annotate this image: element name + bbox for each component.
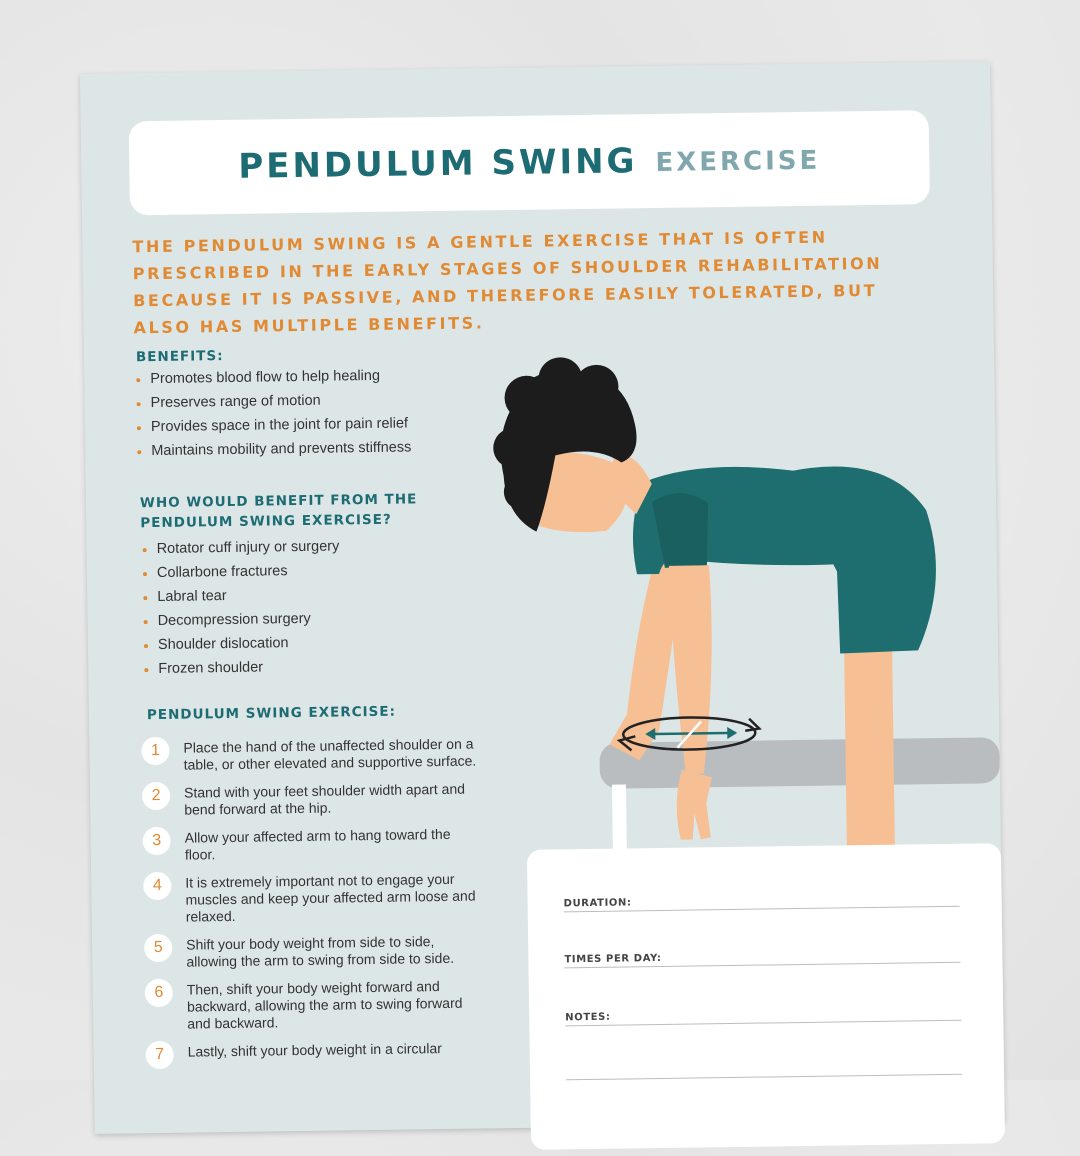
step-text: Then, shift your body weight forward and backward, allowing the arm to swing forward and backward. <box>186 978 463 1032</box>
list-item: Shoulder dislocation <box>142 630 341 657</box>
list-item: Labral tear <box>141 582 340 609</box>
benefits-list <box>134 363 411 463</box>
duration-label: DURATION: <box>563 897 632 910</box>
notes-field[interactable] <box>565 1002 961 1027</box>
step-number: 7 <box>146 1041 174 1069</box>
exercise-heading: PENDULUM SWING EXERCISE: <box>146 703 397 724</box>
leg <box>844 631 896 857</box>
step-text: Place the hand of the unaffected shoulder on a table, or other elevated and supportive surface. <box>183 735 477 773</box>
step-text: Stand with your feet shoulder width apart and bend forward at the hip. <box>183 780 466 818</box>
list-item: Collarbone fractures <box>141 558 340 585</box>
benefits-heading: BENEFITS: <box>135 348 224 366</box>
step-number: 5 <box>144 934 172 962</box>
title-banner <box>129 110 930 215</box>
handout-sheet <box>80 61 1005 1134</box>
list-item: Decompression surgery <box>141 606 340 633</box>
step-number: 3 <box>143 827 171 855</box>
page-title: PENDULUM SWING <box>238 141 638 187</box>
step-item <box>143 867 484 926</box>
who-heading-line2: PENDULUM SWING EXERCISE? <box>140 511 392 532</box>
notes-form <box>527 843 1005 1150</box>
table-top <box>599 737 1000 789</box>
list-item: Frozen shoulder <box>142 654 341 681</box>
list-item: Promotes blood flow to help healing <box>134 363 410 391</box>
list-item: Preserves range of motion <box>134 387 410 415</box>
step-text: Lastly, shift your body weight in a circular <box>187 1040 442 1060</box>
notes-label: NOTES: <box>565 1011 611 1024</box>
step-item <box>142 777 482 819</box>
step-item <box>145 974 486 1033</box>
list-item: Provides space in the joint for pain relief <box>135 411 411 439</box>
step-text: Shift your body weight from side to side, allowing the arm to swing from side to side. <box>186 933 455 970</box>
table-leg <box>612 784 628 856</box>
list-item: Rotator cuff injury or surgery <box>140 534 339 561</box>
step-item <box>144 929 484 971</box>
notes-line[interactable] <box>566 1056 962 1081</box>
step-number: 1 <box>141 737 169 765</box>
duration-field[interactable] <box>563 888 959 913</box>
intro-text: THE PENDULUM SWING IS A GENTLE EXERCISE THAT IS OFTEN PRESCRIBED IN THE EARLY STAGES OF SHOULDER REHABILITATION BECAUSE IT IS PASSIVE, AND THEREFORE EASILY TOLERATED, BUT ALSO HAS MULTIPLE BENEFITS. <box>132 227 883 338</box>
hanging-hand <box>676 769 713 839</box>
who-heading-line1: WHO WOULD BENEFIT FROM THE <box>139 491 418 512</box>
step-number: 6 <box>145 979 173 1007</box>
list-item: Maintains mobility and prevents stiffness <box>135 435 411 463</box>
exercise-steps <box>141 732 486 1077</box>
step-item <box>143 822 483 864</box>
times-per-day-label: TIMES PER DAY: <box>564 952 662 966</box>
step-item <box>146 1036 486 1069</box>
step-item <box>141 732 481 774</box>
times-per-day-field[interactable] <box>564 944 960 969</box>
who-list <box>140 534 341 681</box>
step-text: It is extremely important not to engage your muscles and keep your affected arm loose and relaxed. <box>185 870 476 925</box>
pendulum-illustration <box>484 329 1001 856</box>
step-number: 2 <box>142 782 170 810</box>
page-subtitle: EXERCISE <box>655 145 821 178</box>
step-text: Allow your affected arm to hang toward the floor. <box>184 825 451 863</box>
who-heading <box>140 489 418 533</box>
step-number: 4 <box>143 872 171 900</box>
